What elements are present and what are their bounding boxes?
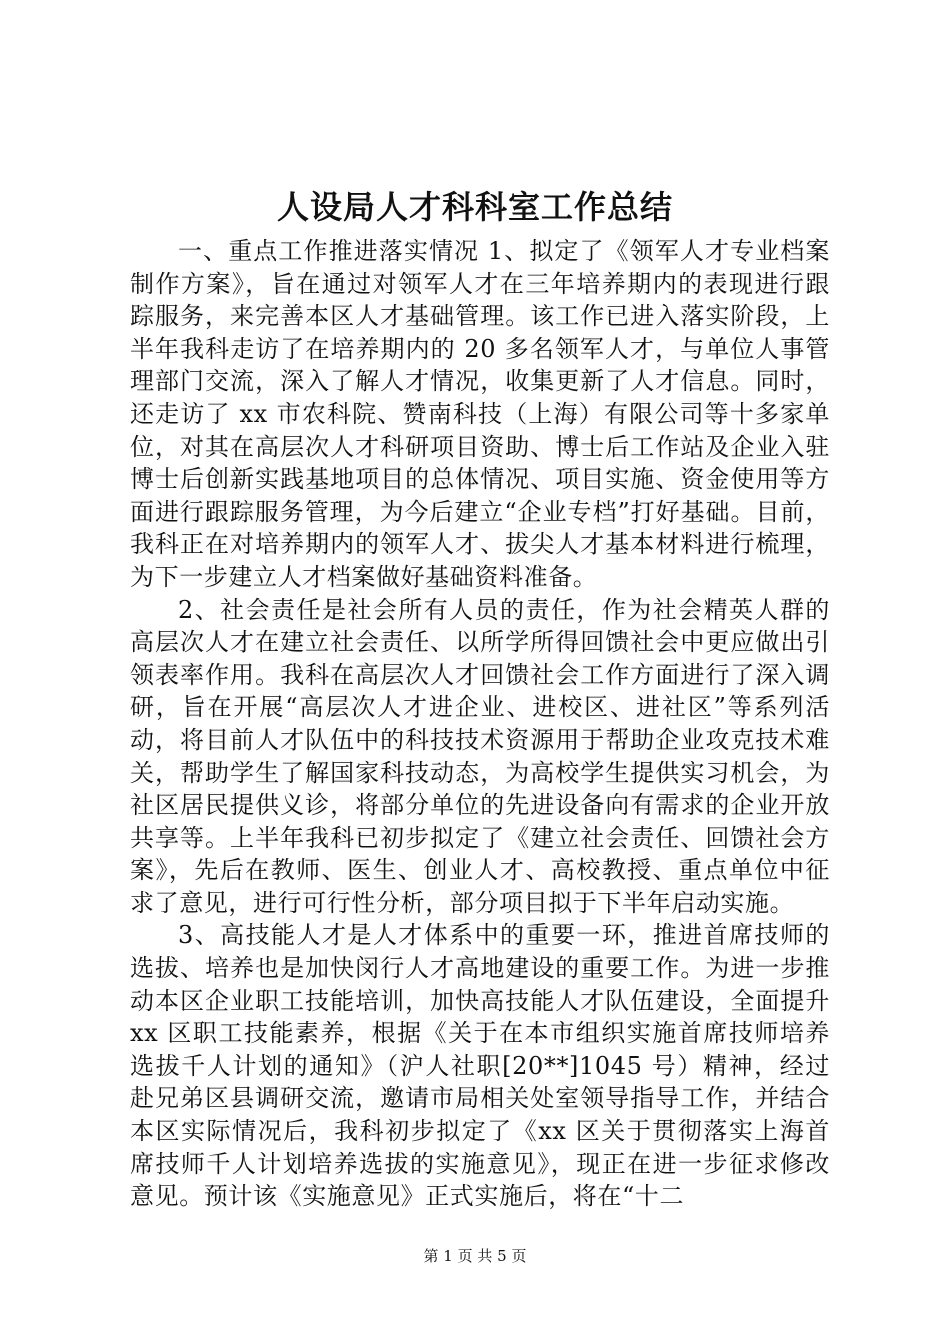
paragraph: 3、高技能人才是人才体系中的重要一环，推进首席技师的选拔、培养也是加快闵行人才高地建设的重要工作。为进一步推动本区企业职工技能培训，加快高技能人才队伍建设，全面提升 xx 区职工技能素养，根据《关于在本市组织实施首席技师培养选拔千人计划的通知》（沪人社职[20**]1045 号）精神，经过赴兄弟区县调研交流，邀请市局相关处室领导指导工作，并结合本区实际情况后，我科初步拟定了《xx 区关于贯彻落实上海首席技师千人计划培养选拔的实施意见》，现正在进一步征求修改意见。预计该《实施意见》正式实施后，将在“十二 (130, 921, 830, 1211)
paragraph: 一、重点工作推进落实情况 1、拟定了《领军人才专业档案制作方案》，旨在通过对领军人才在三年培养期内的表现进行跟踪服务，来完善本区人才基础管理。该工作已进入落实阶段，上半年我科走访了在培养期内的 20 多名领军人才，与单位人事管理部门交流，深入了解人才情况，收集更新了人才信息。同时，还走访了 xx 市农科院、赞南科技（上海）有限公司等十多家单位，对其在高层次人才科研项目资助、博士后工作站及企业入驻博士后创新实践基地项目的总体情况、项目实施、资金使用等方面进行跟踪服务管理，为今后建立“企业专档”打好基础。目前，我科正在对培养期内的领军人才、拔尖人才基本材料进行梳理，为下一步建立人才档案做好基础资料准备。 (130, 237, 830, 591)
document-body (130, 235, 830, 1213)
page-footer: 第 1 页 共 5 页 (423, 1247, 527, 1265)
paragraph: 2、社会责任是社会所有人员的责任，作为社会精英人群的高层次人才在建立社会责任、以所学所得回馈社会中更应做出引领表率作用。我科在高层次人才回馈社会工作方面进行了深入调研，旨在开展“高层次人才进企业、进校区、进社区”等系列活动，将目前人才队伍中的科技技术资源用于帮助企业攻克技术难关，帮助学生了解国家科技动态，为高校学生提供实习机会，为社区居民提供义诊，将部分单位的先进设备向有需求的企业开放共享等。上半年我科已初步拟定了《建立社会责任、回馈社会方案》，先后在教师、医生、创业人才、高校教授、重点单位中征求了意见，进行可行性分析，部分项目拟于下半年启动实施。 (130, 595, 830, 917)
document-title: 人设局人才科科室工作总结 (276, 188, 673, 226)
